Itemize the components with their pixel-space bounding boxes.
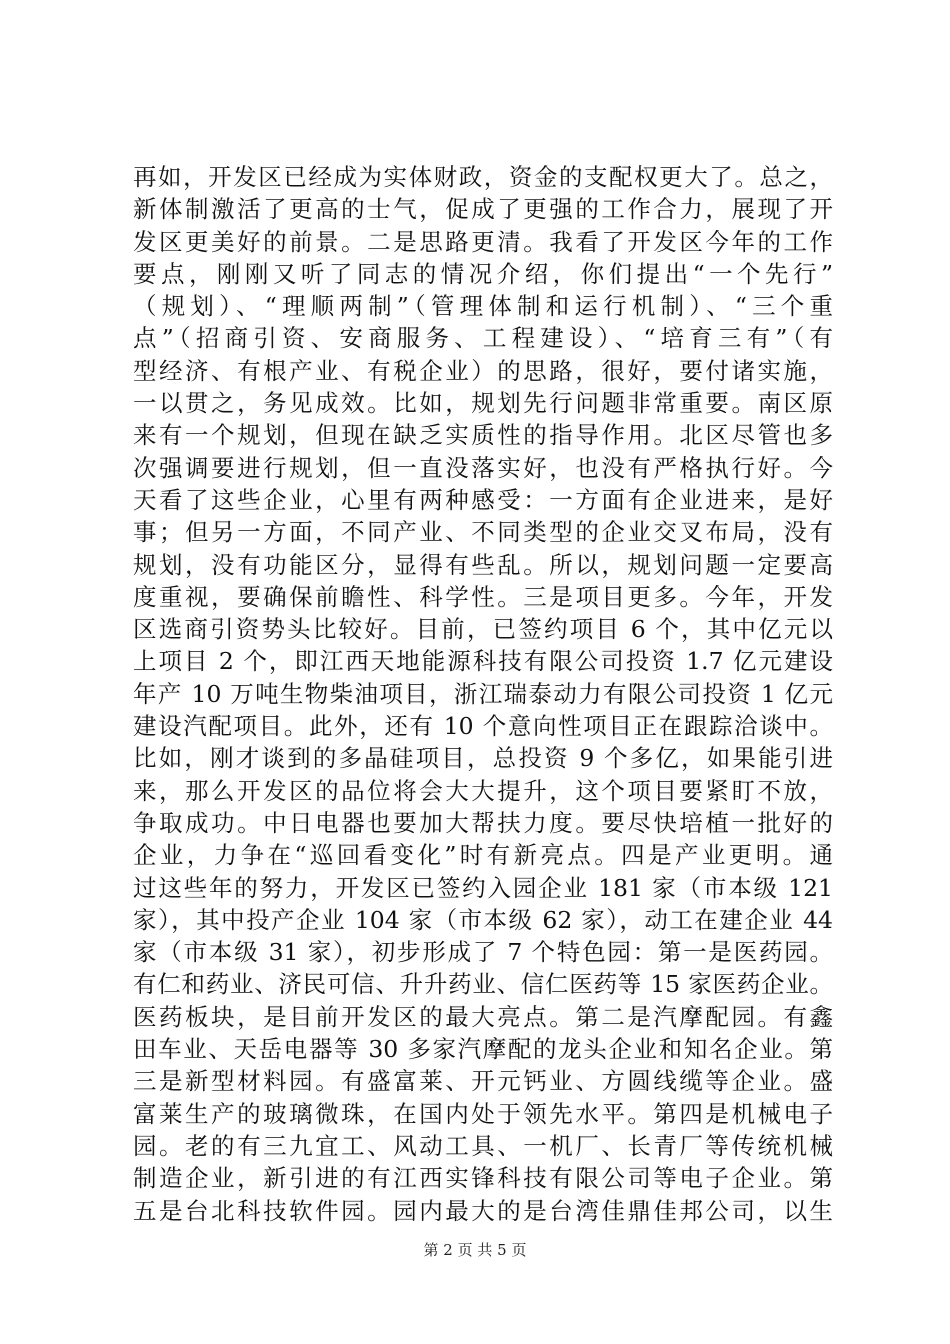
text-line: 来，那么开发区的品位将会大大提升，这个项目要紧盯不放， (133, 776, 833, 805)
text-line: 区选商引资势头比较好。目前，已签约项目 6 个，其中亿元以 (133, 615, 833, 644)
text-line: 发区更美好的前景。二是思路更清。我看了开发区今年的工作 (133, 227, 833, 256)
text-line: 五是台北科技软件园。园内最大的是台湾佳鼎佳邦公司，以生 (133, 1196, 833, 1225)
text-line: 次强调要进行规划，但一直没落实好，也没有严格执行好。今 (133, 453, 833, 482)
text-line: 一以贯之，务见成效。比如，规划先行问题非常重要。南区原 (133, 389, 833, 418)
text-line: 争取成功。中日电器也要加大帮扶力度。要尽快培植一批好的 (133, 808, 833, 837)
text-line: 富莱生产的玻璃微珠，在国内处于领先水平。第四是机械电子 (133, 1099, 833, 1128)
text-line: 田车业、天岳电器等 30 多家汽摩配的龙头企业和知名企业。第 (133, 1035, 833, 1064)
page-footer: 第 2 页 共 5 页 (423, 1241, 527, 1259)
text-line: （规划）、“理顺两制”（管理体制和运行机制）、“三个重 (133, 292, 833, 321)
text-line: 企业，力争在“巡回看变化”时有新亮点。四是产业更明。通 (133, 841, 833, 870)
text-line: 要点，刚刚又听了同志的情况介绍，你们提出“一个先行” (133, 259, 833, 288)
text-line: 新体制激活了更高的士气，促成了更强的工作合力，展现了开 (133, 195, 833, 224)
text-line: 三是新型材料园。有盛富莱、开元钙业、方圆线缆等企业。盛 (133, 1067, 833, 1096)
text-line: 型经济、有根产业、有税企业）的思路，很好，要付诸实施， (133, 356, 833, 385)
text-line: 天看了这些企业，心里有两种感受：一方面有企业进来，是好 (133, 485, 833, 514)
text-line: 制造企业，新引进的有江西实锋科技有限公司等电子企业。第 (133, 1164, 833, 1193)
body-text (133, 161, 833, 1227)
text-line: 事；但另一方面，不同产业、不同类型的企业交叉布局，没有 (133, 518, 833, 547)
text-line: 比如，刚才谈到的多晶硅项目，总投资 9 个多亿，如果能引进 (133, 744, 833, 773)
text-line: 医药板块，是目前开发区的最大亮点。第二是汽摩配园。有鑫 (133, 1002, 833, 1031)
text-line: 园。老的有三九宜工、风动工具、一机厂、长青厂等传统机械 (133, 1131, 833, 1160)
text-line: 过这些年的努力，开发区已签约入园企业 181 家（市本级 121 (133, 873, 833, 902)
text-line: 点”（招商引资、安商服务、工程建设）、“培育三有”（有 (133, 324, 833, 353)
text-line: 再如，开发区已经成为实体财政，资金的支配权更大了。总之， (133, 163, 833, 191)
text-line: 家（市本级 31 家），初步形成了 7 个特色园：第一是医药园。 (133, 938, 833, 967)
text-line: 家），其中投产企业 104 家（市本级 62 家），动工在建企业 44 (133, 905, 833, 934)
text-line: 上项目 2 个，即江西天地能源科技有限公司投资 1.7 亿元建设 (133, 647, 833, 676)
text-line: 年产 10 万吨生物柴油项目，浙江瑞泰动力有限公司投资 1 亿元 (133, 679, 833, 708)
text-line: 来有一个规划，但现在缺乏实质性的指导作用。北区尽管也多 (133, 421, 833, 450)
text-line: 规划，没有功能区分，显得有些乱。所以，规划问题一定要高 (133, 550, 833, 579)
text-line: 建设汽配项目。此外，还有 10 个意向性项目正在跟踪洽谈中。 (133, 712, 833, 741)
text-line: 度重视，要确保前瞻性、科学性。三是项目更多。今年，开发 (133, 582, 833, 611)
text-line: 有仁和药业、济民可信、升升药业、信仁医药等 15 家医药企业。 (133, 970, 833, 999)
